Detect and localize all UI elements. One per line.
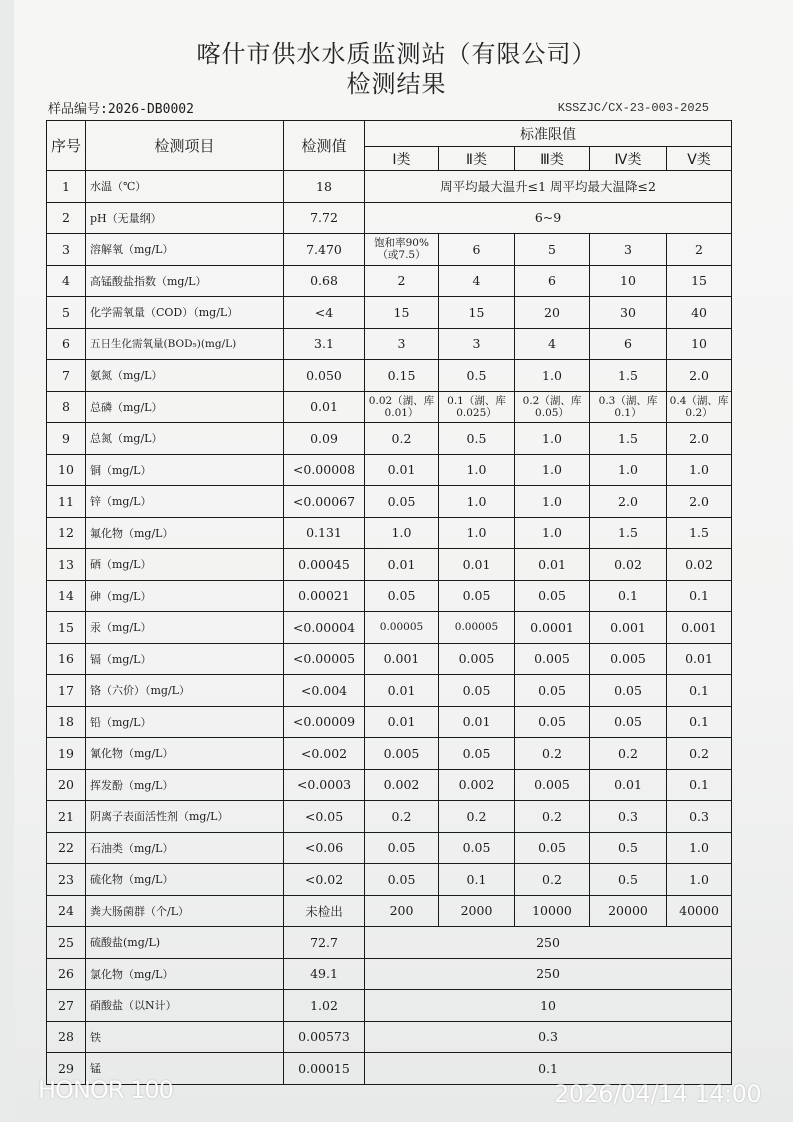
- row-limit-class1: 0.05: [365, 864, 439, 896]
- row-limit-class1: 饱和率90%（或7.5）: [365, 234, 439, 266]
- document-title: 喀什市供水水质监测站（有限公司）: [196, 40, 597, 68]
- row-limit-class1: 0.01: [365, 454, 439, 486]
- row-value: 0.00021: [284, 580, 365, 612]
- row-limit-class4: 0.05: [590, 706, 667, 738]
- row-limit-class5: 40000: [667, 895, 732, 927]
- row-limit-class4: 0.5: [590, 864, 667, 896]
- table-row: [47, 706, 732, 738]
- row-limit-class1: 0.01: [365, 549, 439, 581]
- row-limit-class1: 0.001: [365, 643, 439, 675]
- row-seq: 7: [47, 360, 86, 392]
- row-limit-class2: 0.00005: [439, 612, 515, 644]
- row-limit-class2: 0.05: [439, 675, 515, 707]
- row-seq: 20: [47, 769, 86, 801]
- row-limit-class3: 0.0001: [515, 612, 590, 644]
- row-limit-class3: 0.01: [515, 549, 590, 581]
- row-seq: 15: [47, 612, 86, 644]
- camera-device-watermark: HONOR 100: [38, 1076, 173, 1104]
- row-item: 硒（mg/L）: [86, 549, 284, 581]
- row-limit-class5: 15: [667, 265, 732, 297]
- row-limit-class3: 0.2: [515, 864, 590, 896]
- row-seq: 29: [47, 1053, 86, 1085]
- header-standard: 标准限值: [365, 121, 732, 147]
- row-seq: 12: [47, 517, 86, 549]
- document-code: KSSZJC/CX-23-003-2025: [557, 101, 709, 115]
- table-row: [47, 801, 732, 833]
- header-item: 检测项目: [86, 121, 284, 171]
- row-standard: 250: [365, 958, 732, 990]
- row-seq: 16: [47, 643, 86, 675]
- row-limit-class2: 0.5: [439, 423, 515, 455]
- row-limit-class4: 1.0: [590, 454, 667, 486]
- row-limit-class4: 3: [590, 234, 667, 266]
- row-limit-class5: 0.01: [667, 643, 732, 675]
- row-item: 挥发酚（mg/L）: [86, 769, 284, 801]
- row-item: 溶解氧（mg/L）: [86, 234, 284, 266]
- row-seq: 1: [47, 171, 86, 203]
- row-value: 0.050: [284, 360, 365, 392]
- row-seq: 3: [47, 234, 86, 266]
- row-value: 0.01: [284, 391, 365, 423]
- row-limit-class5: 1.0: [667, 864, 732, 896]
- row-seq: 26: [47, 958, 86, 990]
- row-limit-class4: 2.0: [590, 486, 667, 518]
- row-limit-class5: 10: [667, 328, 732, 360]
- row-limit-class3: 0.2: [515, 738, 590, 770]
- table-row: [47, 958, 732, 990]
- row-seq: 17: [47, 675, 86, 707]
- row-value: 1.02: [284, 990, 365, 1022]
- row-item: 铅（mg/L）: [86, 706, 284, 738]
- row-limit-class4: 1.5: [590, 423, 667, 455]
- row-limit-class2: 1.0: [439, 486, 515, 518]
- row-limit-class4: 10: [590, 265, 667, 297]
- row-item: 总磷（mg/L）: [86, 391, 284, 423]
- table-row: [47, 265, 732, 297]
- row-seq: 5: [47, 297, 86, 329]
- row-standard: 250: [365, 927, 732, 959]
- header-class2: Ⅱ类: [439, 147, 515, 171]
- row-item: 阴离子表面活性剂（mg/L）: [86, 801, 284, 833]
- table-row: [47, 391, 732, 423]
- row-limit-class5: 2.0: [667, 486, 732, 518]
- row-limit-class3: 1.0: [515, 517, 590, 549]
- table-row: [47, 517, 732, 549]
- row-seq: 28: [47, 1021, 86, 1053]
- row-item: 汞（mg/L）: [86, 612, 284, 644]
- row-limit-class4: 0.02: [590, 549, 667, 581]
- row-seq: 14: [47, 580, 86, 612]
- row-limit-class4: 0.5: [590, 832, 667, 864]
- row-value: <0.0003: [284, 769, 365, 801]
- row-value: 7.72: [284, 202, 365, 234]
- row-limit-class5: 1.0: [667, 832, 732, 864]
- row-value: 72.7: [284, 927, 365, 959]
- table-row: [47, 549, 732, 581]
- row-item: 砷（mg/L）: [86, 580, 284, 612]
- table-row: [47, 612, 732, 644]
- results-table: [46, 120, 732, 1085]
- row-limit-class1: 0.01: [365, 675, 439, 707]
- row-item: 铬（六价）（mg/L）: [86, 675, 284, 707]
- row-limit-class5: 0.02: [667, 549, 732, 581]
- row-seq: 27: [47, 990, 86, 1022]
- document-subtitle: 检测结果: [346, 70, 447, 98]
- row-value: 0.131: [284, 517, 365, 549]
- row-seq: 18: [47, 706, 86, 738]
- row-item: 氨氮（mg/L）: [86, 360, 284, 392]
- row-limit-class2: 0.01: [439, 549, 515, 581]
- row-limit-class5: 0.3: [667, 801, 732, 833]
- row-limit-class5: 0.001: [667, 612, 732, 644]
- row-limit-class4: 0.1: [590, 580, 667, 612]
- row-limit-class3: 0.05: [515, 675, 590, 707]
- row-limit-class1: 0.002: [365, 769, 439, 801]
- row-limit-class1: 0.005: [365, 738, 439, 770]
- table-row: [47, 990, 732, 1022]
- row-limit-class3: 1.0: [515, 454, 590, 486]
- table-row: [47, 675, 732, 707]
- row-limit-class2: 15: [439, 297, 515, 329]
- row-limit-class4: 0.3: [590, 801, 667, 833]
- row-seq: 24: [47, 895, 86, 927]
- row-limit-class4: 0.2: [590, 738, 667, 770]
- row-item: 氰化物（mg/L）: [86, 738, 284, 770]
- row-item: 硫酸盐(mg/L): [86, 927, 284, 959]
- table-row: [47, 864, 732, 896]
- row-limit-class5: 2.0: [667, 360, 732, 392]
- row-limit-class2: 0.05: [439, 580, 515, 612]
- table-row: [47, 360, 732, 392]
- row-limit-class2: 6: [439, 234, 515, 266]
- row-item: 铜（mg/L）: [86, 454, 284, 486]
- header-class4: Ⅳ类: [590, 147, 667, 171]
- row-limit-class2: 0.005: [439, 643, 515, 675]
- row-value: 0.00015: [284, 1053, 365, 1085]
- row-limit-class4: 0.001: [590, 612, 667, 644]
- row-limit-class3: 0.2: [515, 801, 590, 833]
- row-item: 硝酸盐（以N计）: [86, 990, 284, 1022]
- row-limit-class1: 3: [365, 328, 439, 360]
- row-limit-class1: 0.00005: [365, 612, 439, 644]
- row-limit-class1: 0.01: [365, 706, 439, 738]
- row-limit-class5: 1.5: [667, 517, 732, 549]
- row-limit-class4: 0.05: [590, 675, 667, 707]
- row-limit-class3: 1.0: [515, 360, 590, 392]
- row-limit-class2: 0.5: [439, 360, 515, 392]
- table-row: [47, 171, 732, 203]
- row-limit-class3: 0.05: [515, 832, 590, 864]
- row-limit-class2: 1.0: [439, 454, 515, 486]
- table-row: [47, 738, 732, 770]
- row-limit-class1: 0.2: [365, 423, 439, 455]
- row-item: 硫化物（mg/L）: [86, 864, 284, 896]
- row-value: <0.002: [284, 738, 365, 770]
- row-limit-class3: 1.0: [515, 486, 590, 518]
- table-row: [47, 643, 732, 675]
- row-limit-class5: 0.1: [667, 706, 732, 738]
- row-value: <0.00004: [284, 612, 365, 644]
- row-item: 氟化物（mg/L）: [86, 517, 284, 549]
- row-item: 铁: [86, 1021, 284, 1053]
- row-item: pH（无量纲）: [86, 202, 284, 234]
- row-seq: 23: [47, 864, 86, 896]
- table-row: [47, 832, 732, 864]
- row-limit-class3: 0.005: [515, 643, 590, 675]
- row-limit-class5: 1.0: [667, 454, 732, 486]
- row-value: <0.00008: [284, 454, 365, 486]
- row-item: 镉（mg/L）: [86, 643, 284, 675]
- table-row: [47, 486, 732, 518]
- row-limit-class3: 5: [515, 234, 590, 266]
- table-row: [47, 234, 732, 266]
- row-value: <4: [284, 297, 365, 329]
- row-limit-class2: 2000: [439, 895, 515, 927]
- row-limit-class1: 15: [365, 297, 439, 329]
- row-seq: 6: [47, 328, 86, 360]
- table-row: [47, 580, 732, 612]
- row-limit-class2: 0.002: [439, 769, 515, 801]
- row-limit-class3: 10000: [515, 895, 590, 927]
- row-limit-class3: 0.05: [515, 706, 590, 738]
- row-limit-class1: 2: [365, 265, 439, 297]
- row-value: <0.05: [284, 801, 365, 833]
- row-seq: 8: [47, 391, 86, 423]
- results-body: [47, 171, 732, 1085]
- row-value: <0.00067: [284, 486, 365, 518]
- row-standard: 6~9: [365, 202, 732, 234]
- row-value: 3.1: [284, 328, 365, 360]
- row-limit-class4: 20000: [590, 895, 667, 927]
- row-limit-class2: 0.01: [439, 706, 515, 738]
- row-item: 氯化物（mg/L）: [86, 958, 284, 990]
- row-limit-class4: 0.01: [590, 769, 667, 801]
- table-row: [47, 297, 732, 329]
- row-limit-class1: 200: [365, 895, 439, 927]
- table-row: [47, 769, 732, 801]
- row-value: 0.09: [284, 423, 365, 455]
- table-row: [47, 202, 732, 234]
- row-limit-class2: 4: [439, 265, 515, 297]
- row-seq: 25: [47, 927, 86, 959]
- header-seq: 序号: [47, 121, 86, 171]
- row-limit-class2: 0.2: [439, 801, 515, 833]
- row-limit-class2: 0.05: [439, 832, 515, 864]
- table-row: [47, 328, 732, 360]
- row-standard: 10: [365, 990, 732, 1022]
- header-class5: Ⅴ类: [667, 147, 732, 171]
- row-limit-class2: 0.05: [439, 738, 515, 770]
- row-standard: 0.1: [365, 1053, 732, 1085]
- row-limit-class5: 2.0: [667, 423, 732, 455]
- row-limit-class3: 0.005: [515, 769, 590, 801]
- row-limit-class1: 0.02（湖、库0.01）: [365, 391, 439, 423]
- row-limit-class1: 0.05: [365, 580, 439, 612]
- row-value: 7.470: [284, 234, 365, 266]
- row-limit-class4: 30: [590, 297, 667, 329]
- row-value: <0.06: [284, 832, 365, 864]
- row-limit-class3: 6: [515, 265, 590, 297]
- header-value: 检测值: [284, 121, 365, 171]
- sample-number: 样品编号:2026-DB0002: [48, 102, 194, 117]
- row-limit-class5: 0.2: [667, 738, 732, 770]
- row-limit-class2: 3: [439, 328, 515, 360]
- row-value: <0.00005: [284, 643, 365, 675]
- row-item: 水温（℃）: [86, 171, 284, 203]
- row-limit-class2: 1.0: [439, 517, 515, 549]
- row-seq: 13: [47, 549, 86, 581]
- row-value: 未检出: [284, 895, 365, 927]
- row-seq: 9: [47, 423, 86, 455]
- row-limit-class4: 6: [590, 328, 667, 360]
- row-limit-class2: 0.1（湖、库0.025）: [439, 391, 515, 423]
- row-seq: 22: [47, 832, 86, 864]
- row-standard: 周平均最大温升≤1 周平均最大温降≤2: [365, 171, 732, 203]
- row-seq: 11: [47, 486, 86, 518]
- row-limit-class1: 1.0: [365, 517, 439, 549]
- row-item: 化学需氧量（COD）（mg/L）: [86, 297, 284, 329]
- row-limit-class5: 2: [667, 234, 732, 266]
- row-limit-class1: 0.15: [365, 360, 439, 392]
- row-limit-class3: 1.0: [515, 423, 590, 455]
- header-class1: Ⅰ类: [365, 147, 439, 171]
- table-row: [47, 927, 732, 959]
- row-limit-class4: 1.5: [590, 517, 667, 549]
- row-value: 49.1: [284, 958, 365, 990]
- row-limit-class1: 0.05: [365, 486, 439, 518]
- row-limit-class3: 20: [515, 297, 590, 329]
- row-item: 高锰酸盐指数（mg/L）: [86, 265, 284, 297]
- row-limit-class3: 0.2（湖、库0.05）: [515, 391, 590, 423]
- row-value: 0.00573: [284, 1021, 365, 1053]
- row-value: <0.00009: [284, 706, 365, 738]
- row-standard: 0.3: [365, 1021, 732, 1053]
- row-limit-class3: 4: [515, 328, 590, 360]
- table-row: [47, 454, 732, 486]
- header-class3: Ⅲ类: [515, 147, 590, 171]
- row-item: 总氮（mg/L）: [86, 423, 284, 455]
- row-seq: 19: [47, 738, 86, 770]
- row-limit-class5: 0.1: [667, 769, 732, 801]
- row-limit-class5: 0.4（湖、库0.2）: [667, 391, 732, 423]
- row-limit-class3: 0.05: [515, 580, 590, 612]
- table-row: [47, 423, 732, 455]
- row-item: 锰: [86, 1053, 284, 1085]
- row-value: 18: [284, 171, 365, 203]
- row-limit-class5: 40: [667, 297, 732, 329]
- camera-datetime-watermark: 2026/04/14 14:00: [554, 1080, 762, 1108]
- row-limit-class5: 0.1: [667, 580, 732, 612]
- row-value: <0.02: [284, 864, 365, 896]
- table-row: [47, 895, 732, 927]
- row-item: 粪大肠菌群（个/L）: [86, 895, 284, 927]
- row-value: 0.00045: [284, 549, 365, 581]
- row-value: <0.004: [284, 675, 365, 707]
- row-limit-class1: 0.2: [365, 801, 439, 833]
- row-limit-class4: 1.5: [590, 360, 667, 392]
- row-seq: 2: [47, 202, 86, 234]
- row-limit-class1: 0.05: [365, 832, 439, 864]
- row-value: 0.68: [284, 265, 365, 297]
- row-seq: 4: [47, 265, 86, 297]
- row-item: 石油类（mg/L）: [86, 832, 284, 864]
- row-seq: 10: [47, 454, 86, 486]
- row-item: 五日生化需氧量(BOD₅)(mg/L): [86, 328, 284, 360]
- row-limit-class2: 0.1: [439, 864, 515, 896]
- row-limit-class4: 0.005: [590, 643, 667, 675]
- row-seq: 21: [47, 801, 86, 833]
- row-limit-class5: 0.1: [667, 675, 732, 707]
- table-row: [47, 1021, 732, 1053]
- row-item: 锌（mg/L）: [86, 486, 284, 518]
- row-limit-class4: 0.3（湖、库0.1）: [590, 391, 667, 423]
